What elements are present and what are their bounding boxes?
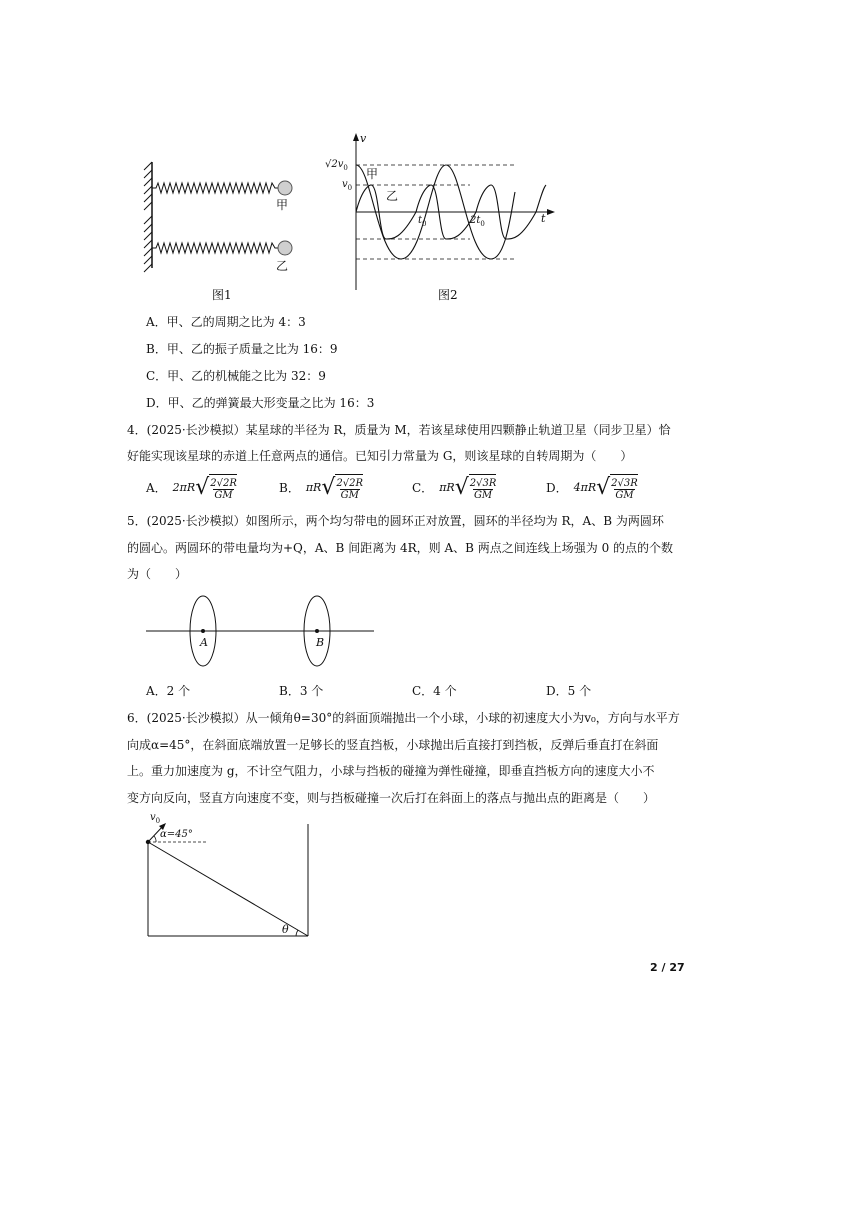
q5-figure-rings bbox=[140, 592, 380, 672]
figure-1-caption: 图1 bbox=[212, 288, 232, 302]
q4-option-c: C． πR √ $\frac{2√3R}{GM}$ bbox=[412, 474, 497, 501]
q6-stem-line-3: 上。重力加速度为 g，不计空气阻力，小球与挡板的碰撞为弹性碰撞，即垂直挡板方向的速度大小不 bbox=[127, 764, 655, 778]
figure-2-vt-graph bbox=[310, 130, 560, 295]
figure-2-caption: 图2 bbox=[438, 288, 458, 302]
q6-stem-line-2: 向成α=45°，在斜面底端放置一足够长的竖直挡板，小球抛出后直接打到挡板，反弹后垂直打在斜面 bbox=[127, 738, 659, 752]
figure-1-label-yi: 乙 bbox=[276, 259, 289, 273]
figure-2-tick-2t0: $2t_0$ bbox=[470, 215, 485, 228]
q4-option-d: D． 4πR √ $\frac{2√3R}{GM}$ bbox=[546, 474, 638, 501]
q5-option-d: D．5 个 bbox=[546, 684, 592, 698]
q3-option-c: C．甲、乙的机械能之比为 32：9 bbox=[146, 369, 326, 383]
figure-2-t-axis: t bbox=[541, 212, 546, 225]
q3-option-d: D．甲、乙的弹簧最大形变量之比为 16：3 bbox=[146, 396, 375, 410]
q4-stem-line-2: 好能实现该星球的赤道上任意两点的通信。已知引力常量为 G，则该星球的自转周期为（ ） bbox=[127, 449, 633, 463]
ball-yi bbox=[278, 241, 292, 255]
spring-jia bbox=[152, 183, 280, 193]
q5-figure-label-a: A bbox=[200, 636, 208, 649]
figure-2-tick-t0: $t_0$ bbox=[418, 215, 427, 228]
q3-option-a: A．甲、乙的周期之比为 4：3 bbox=[146, 315, 306, 329]
q5-option-b: B．3 个 bbox=[279, 684, 324, 698]
q5-figure-label-b: B bbox=[316, 636, 325, 649]
page-number: 2 / 27 bbox=[650, 961, 685, 974]
q6-stem-line-4: 变方向反向，竖直方向速度不变，则与挡板碰撞一次后打在斜面上的落点与抛出点的距离是（ ） bbox=[127, 791, 656, 805]
q5-option-a: A．2 个 bbox=[146, 684, 191, 698]
ball-jia bbox=[278, 181, 292, 195]
q6-figure-theta: θ bbox=[282, 923, 289, 936]
q4-stem-line-1: 4．(2025·长沙模拟）某星球的半径为 R，质量为 M，若该星球使用四颗静止轨道卫星（同步卫星）恰 bbox=[127, 423, 671, 437]
q4-option-a: A． 2πR √ $\frac{2√2R}{GM}$ bbox=[146, 474, 237, 501]
spring-yi bbox=[152, 243, 280, 253]
q6-figure-v0: $v_0$ bbox=[150, 812, 161, 825]
q4-option-b: B． πR √ $\frac{2√2R}{GM}$ bbox=[279, 474, 364, 501]
figure-2-tick-v0: $v_0$ bbox=[342, 179, 353, 192]
q6-figure-alpha: α=45° bbox=[160, 829, 193, 840]
q5-stem-line-2: 的圆心。两圆环的带电量均为+Q，A、B 间距离为 4R，则 A、B 两点之间连线上场强为 0 的点的个数 bbox=[127, 541, 674, 555]
figure-2-curve-label-jia: 甲 bbox=[366, 167, 379, 181]
q5-stem-line-1: 5．(2025·长沙模拟）如图所示，两个均匀带电的圆环正对放置，圆环的半径均为 R，A、B 为两圆环 bbox=[127, 514, 664, 528]
q3-option-b: B．甲、乙的振子质量之比为 16：9 bbox=[146, 342, 338, 356]
q5-option-c: C．4 个 bbox=[412, 684, 457, 698]
figure-2-curve-label-yi: 乙 bbox=[386, 189, 399, 203]
q5-stem-line-3: 为（ ） bbox=[127, 567, 188, 581]
q6-stem-line-1: 6．(2025·长沙模拟）从一倾角θ=30°的斜面顶端抛出一个小球，小球的初速度大小为v₀，方向与水平方 bbox=[127, 711, 680, 725]
figure-1-label-jia: 甲 bbox=[276, 198, 289, 212]
figure-2-v-axis: v bbox=[360, 132, 367, 145]
figure-1-springs bbox=[130, 150, 305, 310]
figure-2-tick-sqrt2v0: $√2v_0$ bbox=[325, 159, 348, 172]
